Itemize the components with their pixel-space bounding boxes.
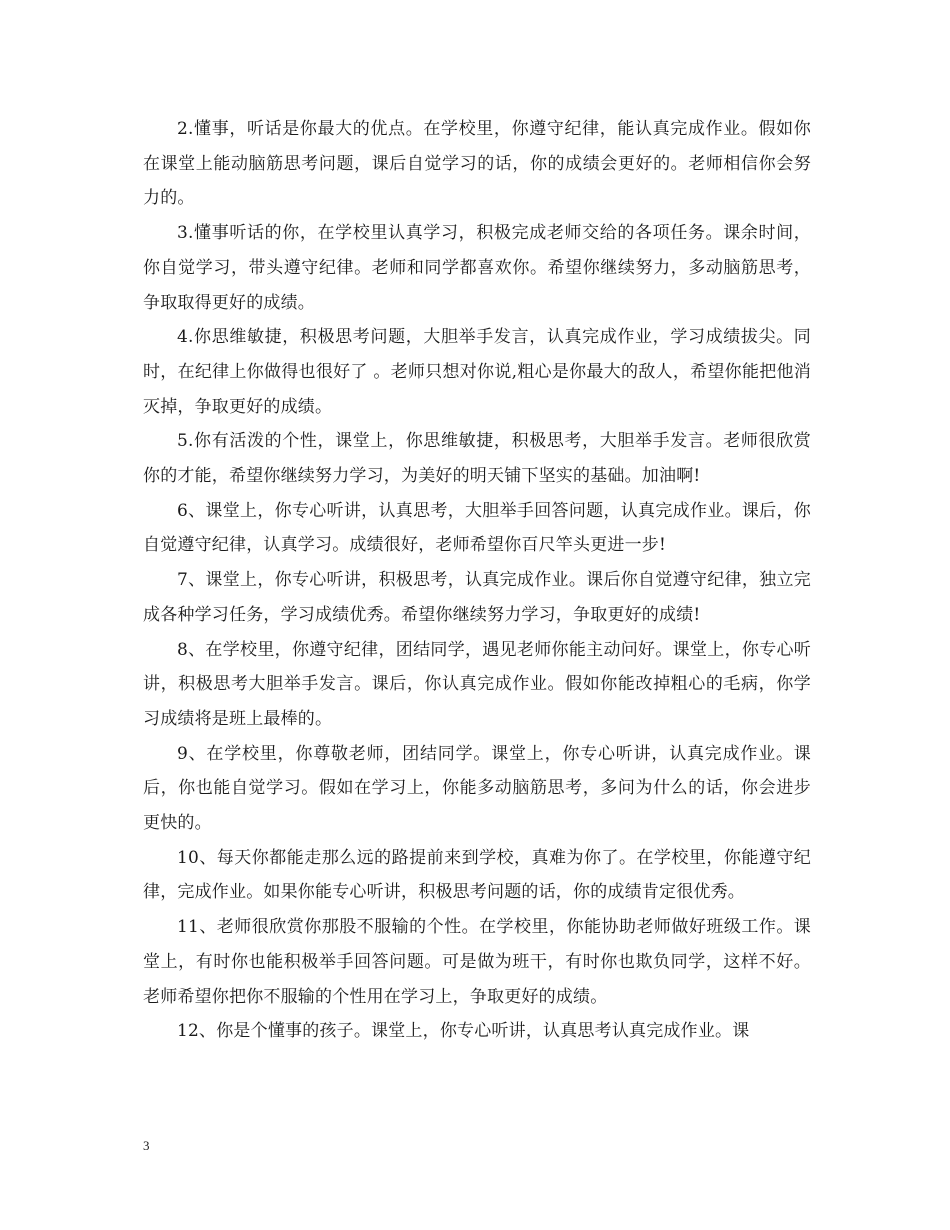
paragraph-7: 7、课堂上，你专心听讲，积极思考，认真完成作业。课后你自觉遵守纪律，独立完成各种学习任务，学习成绩优秀。希望你继续努力学习，争取更好的成绩!	[143, 570, 811, 625]
page-number: 3	[143, 1138, 150, 1153]
paragraph-8: 8、在学校里，你遵守纪律，团结同学，遇见老师你能主动问好。课堂上，你专心听讲，积极思考大胆举手发言。课后，你认真完成作业。假如你能改掉粗心的毛病，你学习成绩将是班上最棒的。	[143, 639, 811, 729]
paragraph-9: 9、在学校里，你尊敬老师，团结同学。课堂上，你专心听讲，认真完成作业。课后，你也能自觉学习。假如在学习上，你能多动脑筋思考，多问为什么的话，你会进步更快的。	[143, 743, 811, 834]
document-body	[143, 112, 811, 1049]
paragraph-3: 3.懂事听话的你，在学校里认真学习，积极完成老师交给的各项任务。课余时间，你自觉学习，带头遵守纪律。老师和同学都喜欢你。希望你继续努力，多动脑筋思考，争取取得更好的成绩。	[143, 223, 811, 313]
paragraph-10: 10、每天你都能走那么远的路提前来到学校，真难为你了。在学校里，你能遵守纪律，完成作业。如果你能专心听讲，积极思考问题的话，你的成绩肯定很优秀。	[143, 847, 811, 903]
paragraph-11: 11、老师很欣赏你那股不服输的个性。在学校里，你能协助老师做好班级工作。课堂上，有时你也能积极举手回答问题。可是做为班干，有时你也欺负同学，这样不好。老师希望你把你不服输的个性用在学习上，争取更好的成绩。	[143, 917, 811, 1007]
paragraph-5: 5.你有活泼的个性，课堂上，你思维敏捷，积极思考，大胆举手发言。老师很欣赏你的才能，希望你继续努力学习，为美好的明天铺下坚实的基础。加油啊!	[143, 431, 811, 487]
paragraph-4: 4.你思维敏捷，积极思考问题，大胆举手发言，认真完成作业，学习成绩拔尖。同时，在纪律上你做得也很好了 。老师只想对你说,粗心是你最大的敌人，希望你能把他消灭掉，争取更好的成绩。	[143, 327, 811, 417]
paragraph-6: 6、课堂上，你专心听讲，认真思考，大胆举手回答问题，认真完成作业。课后，你自觉遵守纪律，认真学习。成绩很好，老师希望你百尺竿头更进一步!	[143, 500, 811, 556]
paragraph-12: 12、你是个懂事的孩子。课堂上，你专心听讲，认真思考认真完成作业。课	[177, 1021, 750, 1042]
paragraph-2: 2.懂事，听话是你最大的优点。在学校里，你遵守纪律，能认真完成作业。假如你在课堂上能动脑筋思考问题，课后自觉学习的话，你的成绩会更好的。老师相信你会努力的。	[143, 119, 811, 209]
